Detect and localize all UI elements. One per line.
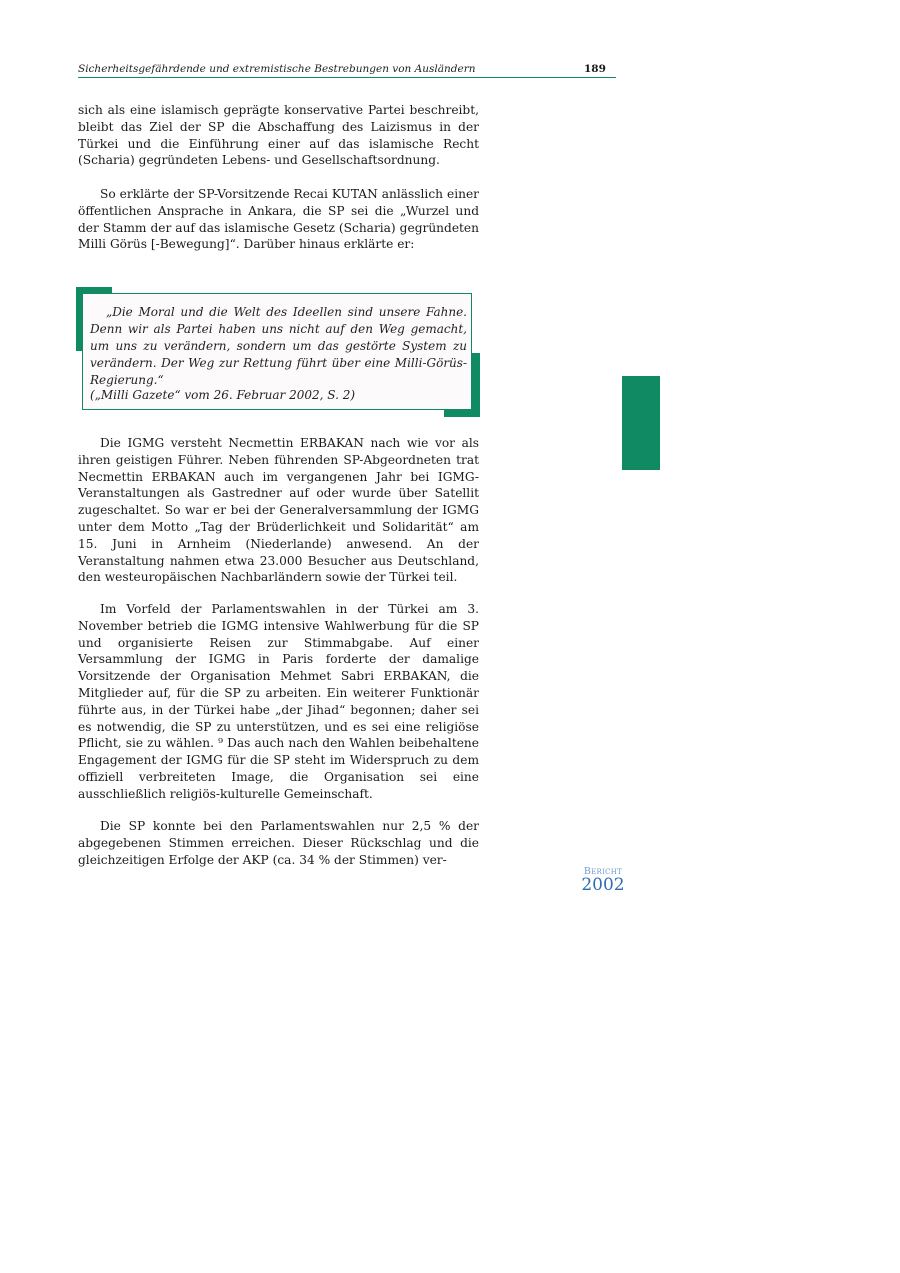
paragraph-3: Die IGMG versteht Necmettin ERBAKAN nach wie vor als ihren geistigen Führer. Neben führenden SP-Abgeordneten trat Necmettin ERBAKAN auch im vergangenen Jahr bei IGMG-Veranstaltungen als Gastredner auf oder wurde über Satellit zugeschaltet. So war er bei der Generalversammlung der IGMG unter dem Motto „Tag der Brüderlichkeit und Solidarität“ am 15. Juni in Arnheim (Niederlande) anwesend. An der Veranstaltung nahmen etwa 23.000 Besucher aus Deutschland, den westeuropäischen Nachbarländern sowie der Türkei teil. <box>78 436 479 585</box>
page-number: 189 <box>584 63 606 75</box>
logo-year: 2002 <box>581 875 625 895</box>
paragraph-1: sich als eine islamisch geprägte konservative Partei beschreibt, bleibt das Ziel der SP die Abschaffung des Laizismus in der Türkei und die Einführung einer auf das islamische Recht (Scharia) gegründeten Lebens- und Gesellschaftsordnung. <box>78 103 479 168</box>
quote-source: („Milli Gazete“ vom 26. Februar 2002, S. 2) <box>90 388 356 402</box>
quote-box <box>76 287 480 417</box>
bericht-logo <box>575 866 631 894</box>
paragraph-5: Die SP konnte bei den Parlamentswahlen nur 2,5 % der abgegebenen Stimmen erreichen. Dieser Rückschlag und die gleichzeitigen Erfolge der AKP (ca. 34 % der Stimmen) ver- <box>78 819 479 867</box>
logo-word: Bericht <box>583 866 623 877</box>
paragraph-2: So erklärte der SP-Vorsitzende Recai KUTAN anlässlich einer öffentlichen Ansprache in Ankara, die SP sei die „Wurzel und der Stamm der auf das islamische Gesetz (Scharia) gegründeten Milli Görüs [-Bewegung]“. Darüber hinaus erklärte er: <box>78 187 479 252</box>
paragraph-4: Im Vorfeld der Parlamentswahlen in der Türkei am 3. November betrieb die IGMG intensive Wahlwerbung für die SP und organisierte Reisen zur Stimmabgabe. Auf einer Versammlung der IGMG in Paris forderte der damalige Vorsitzende der Organisation Mehmet Sabri ERBAKAN, die Mitglieder auf, für die SP zu arbeiten. Ein weiterer Funktionär führte aus, in der Türkei habe „der Jihad“ begonnen; daher sei es notwendig, die SP zu unterstützen, und es sei eine religiöse Pflicht, sie zu wählen. ⁹ Das auch nach den Wahlen beibehaltene Engagement der IGMG für die SP steht im Widerspruch zu dem offiziell verbreiteten Image, die Organisation sei eine ausschließlich religiös-kulturelle Gemeinschaft. <box>78 602 479 801</box>
chapter-side-tab <box>622 376 660 470</box>
quote-text: „Die Moral und die Welt des Ideellen sind unsere Fahne. Denn wir als Partei haben uns nicht auf den Weg gemacht, um uns zu verändern, sondern um das gestörte System zu verändern. Der Weg zur Rettung führt über eine Milli-Görüs-Regierung.“ <box>90 305 467 387</box>
header-title: Sicherheitsgefährdende und extremistische Bestrebungen von Ausländern <box>78 63 476 75</box>
running-header <box>78 62 616 78</box>
quote-frame <box>82 293 472 410</box>
